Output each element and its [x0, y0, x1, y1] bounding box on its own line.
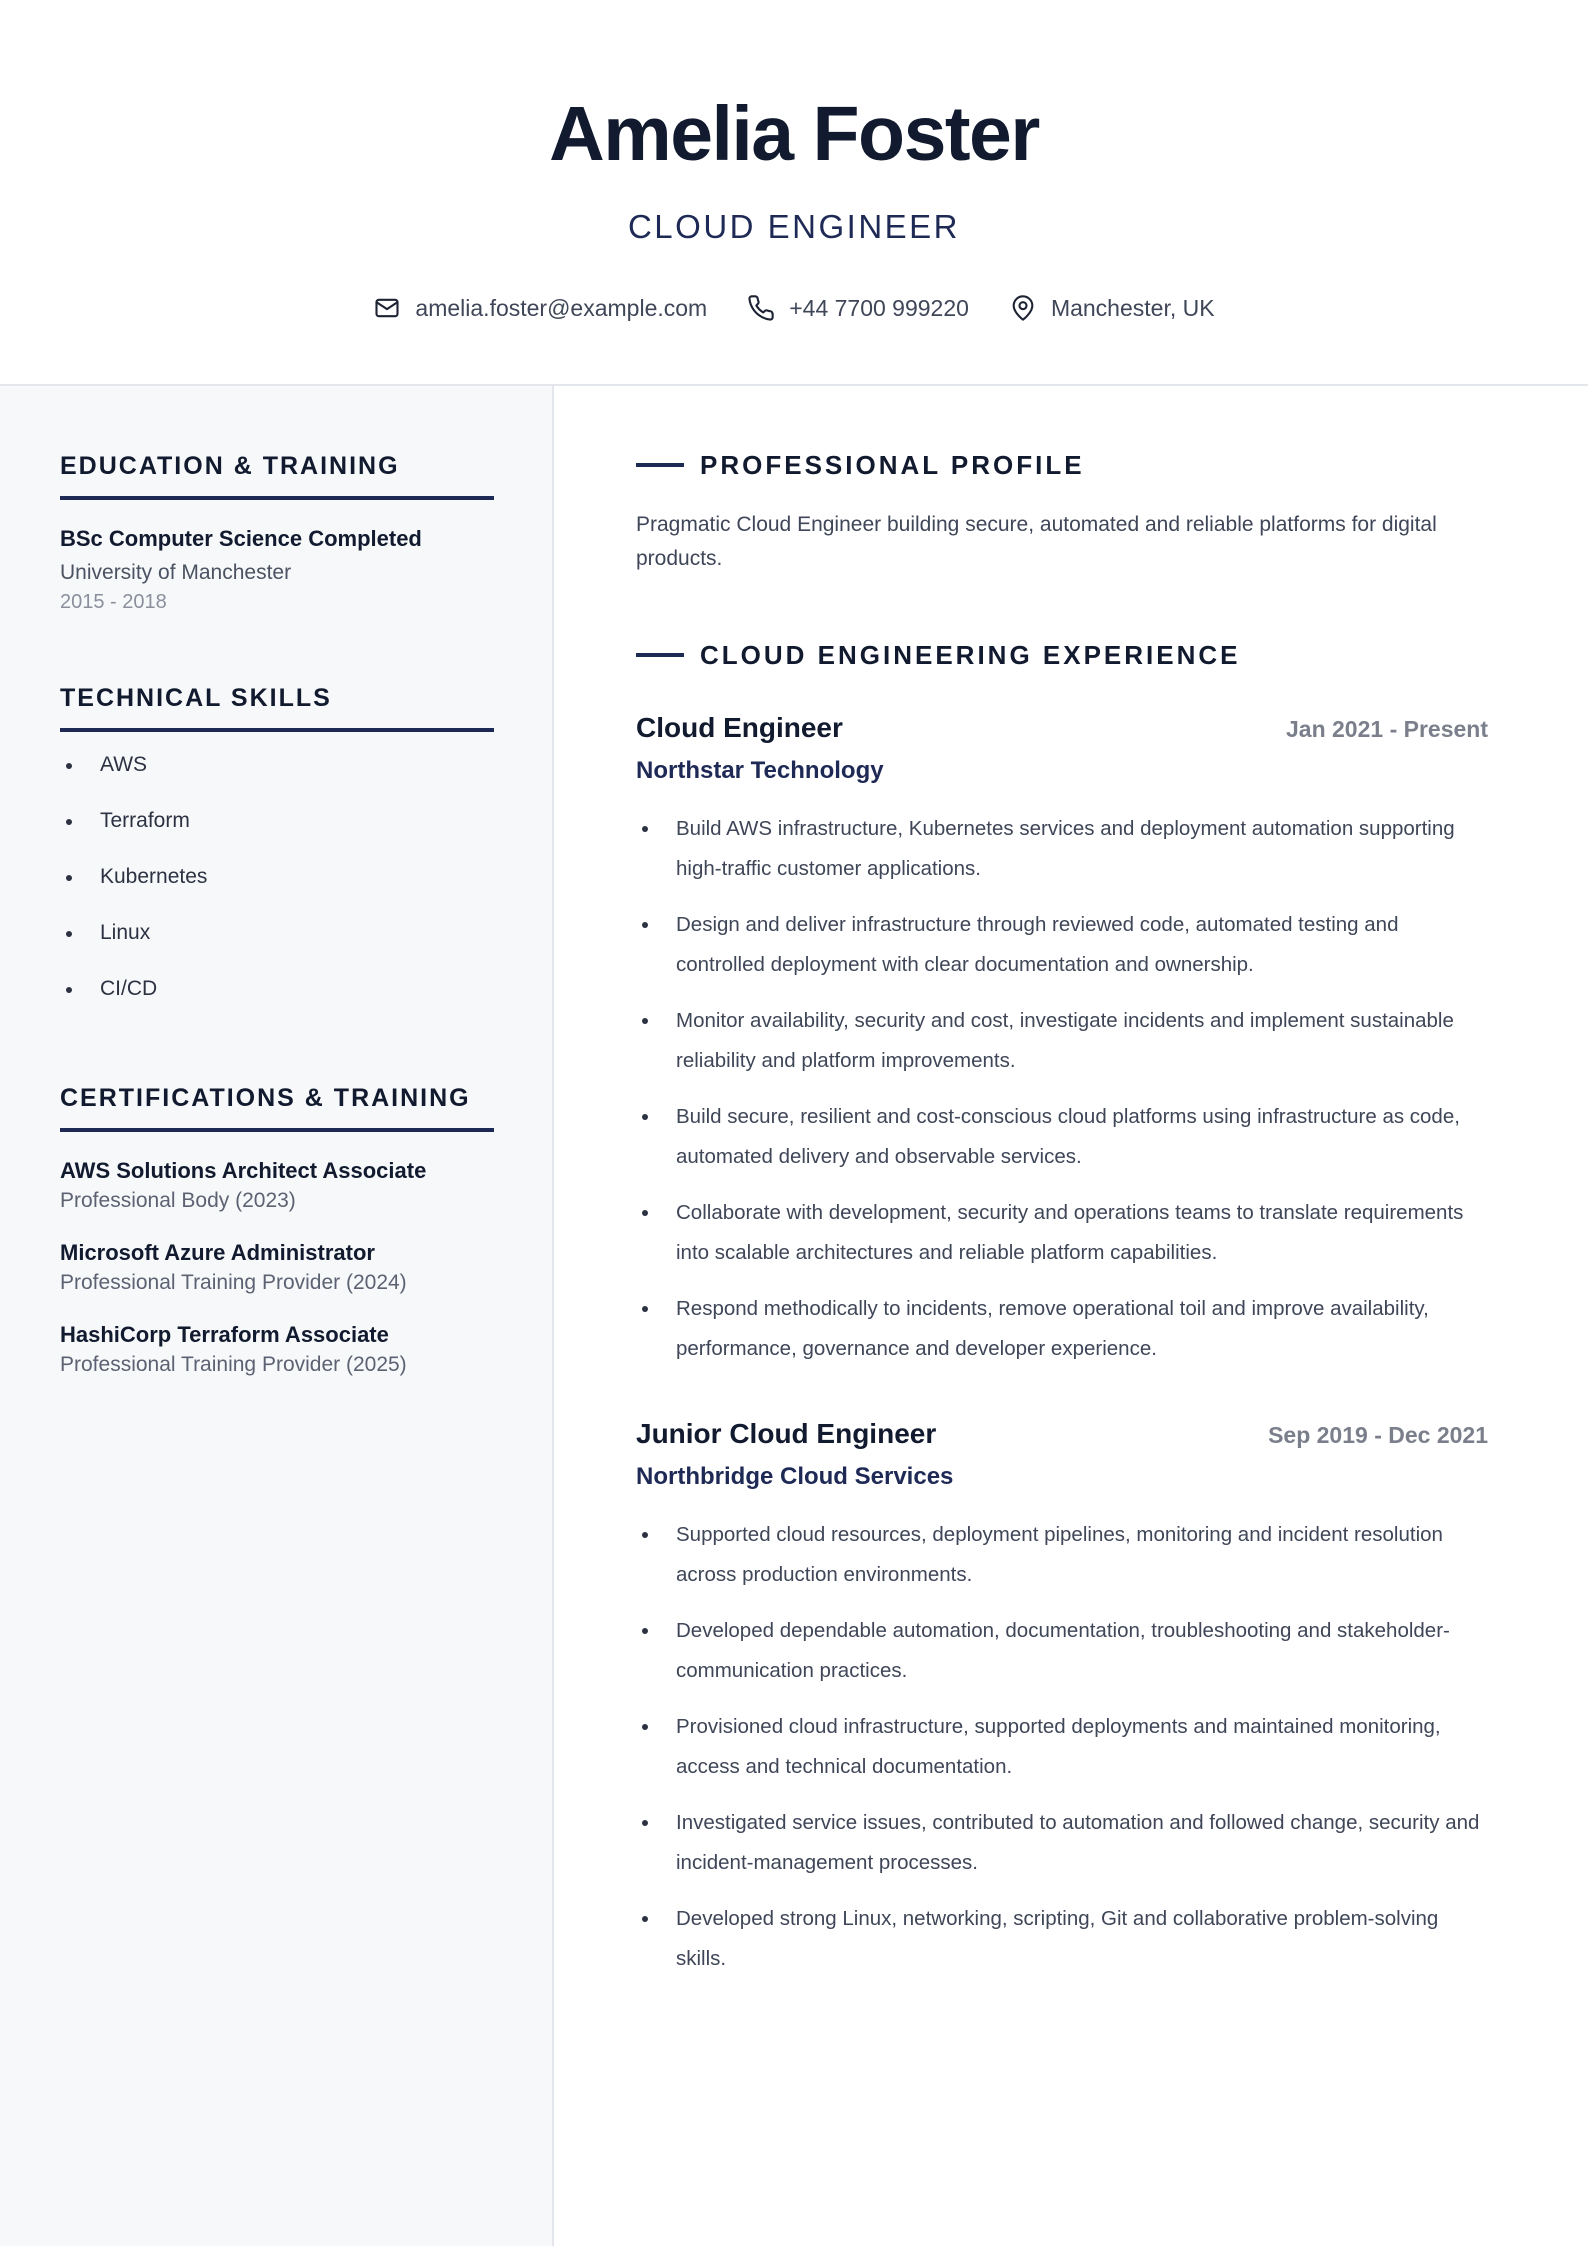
bullet-icon: [642, 1210, 648, 1216]
bullet-text: Build secure, resilient and cost-conscious cloud platforms using infrastructure as code, automated delivery and observable services.: [676, 1105, 1460, 1168]
skill-item: [60, 750, 494, 780]
skill-label: Kubernetes: [100, 865, 208, 888]
certification-issuer: Professional Training Provider (2024): [60, 1271, 407, 1294]
skill-item: [60, 918, 494, 948]
skills-section: [60, 682, 494, 1030]
bullet-icon: [66, 763, 72, 769]
bullet-text: Developed dependable automation, documentation, troubleshooting and stakeholder-communication practices.: [676, 1619, 1450, 1682]
bullet-icon: [642, 1724, 648, 1730]
bullet-icon: [66, 875, 72, 881]
certification-issuer: Professional Training Provider (2025): [60, 1353, 407, 1376]
education-years: 2015 - 2018: [60, 591, 167, 613]
job-dates: Jan 2021 - Present: [1285, 716, 1488, 742]
mail-icon: [373, 294, 401, 322]
job-entry: [636, 710, 1488, 1385]
profile-section: [636, 448, 1488, 576]
profile-summary: Pragmatic Cloud Engineer building secure, automated and reliable platforms for digital products.: [636, 513, 1437, 570]
candidate-title: CLOUD ENGINEER: [627, 208, 961, 245]
bullet-icon: [642, 1306, 648, 1312]
certification-item: [60, 1320, 494, 1380]
map-pin-icon: [1009, 294, 1037, 322]
certification-name: Microsoft Azure Administrator: [60, 1240, 375, 1265]
skill-item: [60, 974, 494, 1004]
job-bullet: [636, 1097, 1488, 1177]
phone-icon: [747, 294, 775, 322]
job-bullet: [636, 1193, 1488, 1273]
job-bullets: [636, 1515, 1488, 1979]
bullet-text: Monitor availability, security and cost, investigate incidents and implement sustainable reliability and platform improvements.: [676, 1009, 1454, 1072]
heading-rule: [636, 653, 684, 657]
bullet-icon: [66, 819, 72, 825]
job-bullet: [636, 1515, 1488, 1595]
education-degree: BSc Computer Science Completed: [60, 526, 422, 551]
certification-item: [60, 1156, 494, 1216]
bullet-icon: [642, 1018, 648, 1024]
certifications-heading: CERTIFICATIONS & TRAINING: [60, 1082, 494, 1132]
certification-item: [60, 1238, 494, 1298]
contact-phone[interactable]: [747, 294, 969, 322]
job-bullet: [636, 1289, 1488, 1369]
skills-heading: TECHNICAL SKILLS: [60, 682, 494, 732]
bullet-icon: [66, 931, 72, 937]
bullet-text: Investigated service issues, contributed to automation and followed change, security and incident-management processes.: [676, 1811, 1480, 1874]
profile-heading: [636, 448, 1488, 482]
skills-list: [60, 750, 494, 1004]
education-heading: EDUCATION & TRAINING: [60, 450, 494, 500]
bullet-text: Build AWS infrastructure, Kubernetes services and deployment automation supporting high-traffic customer applications.: [676, 817, 1455, 880]
job-bullet: [636, 1707, 1488, 1787]
bullet-icon: [66, 987, 72, 993]
job-company: Northbridge Cloud Services: [636, 1463, 954, 1490]
bullet-icon: [642, 922, 648, 928]
experience-heading: [636, 638, 1488, 672]
job-bullets: [636, 809, 1488, 1369]
job-role: Cloud Engineer: [636, 712, 843, 743]
skill-label: CI/CD: [100, 977, 158, 1000]
sidebar: [0, 386, 554, 2246]
education-section: [60, 450, 494, 616]
contact-row: [0, 290, 1588, 326]
skill-label: Terraform: [100, 809, 190, 832]
phone-text: +44 7700 999220: [789, 294, 969, 321]
bullet-text: Provisioned cloud infrastructure, supported deployments and maintained monitoring, access and technical documentation.: [676, 1715, 1441, 1778]
bullet-icon: [642, 1628, 648, 1634]
job-bullet: [636, 1803, 1488, 1883]
job-role: Junior Cloud Engineer: [636, 1418, 937, 1449]
candidate-name: Amelia Foster: [549, 91, 1039, 177]
bullet-text: Developed strong Linux, networking, scripting, Git and collaborative problem-solving skills.: [676, 1907, 1439, 1970]
job-bullet: [636, 905, 1488, 985]
job-dates: Sep 2019 - Dec 2021: [1268, 1422, 1488, 1448]
job-bullet: [636, 1611, 1488, 1691]
job-bullet: [636, 1001, 1488, 1081]
skill-item: [60, 862, 494, 892]
certifications-section: [60, 1082, 494, 1380]
bullet-text: Respond methodically to incidents, remove operational toil and improve availability, performance, governance and developer experience.: [676, 1297, 1429, 1360]
experience-heading-text: CLOUD ENGINEERING EXPERIENCE: [700, 640, 1241, 670]
certification-name: HashiCorp Terraform Associate: [60, 1322, 389, 1347]
job-bullet: [636, 1899, 1488, 1979]
contact-location: [1009, 294, 1215, 322]
skill-item: [60, 806, 494, 836]
resume-header: [0, 0, 1588, 386]
bullet-icon: [642, 1916, 648, 1922]
contact-email[interactable]: [373, 294, 707, 322]
bullet-icon: [642, 1820, 648, 1826]
bullet-icon: [642, 826, 648, 832]
job-header: [636, 710, 1488, 747]
location-text: Manchester, UK: [1050, 294, 1215, 321]
bullet-text: Collaborate with development, security and operations teams to translate requirements into scalable architectures and reliable platform capabilities.: [676, 1201, 1464, 1264]
profile-heading-text: PROFESSIONAL PROFILE: [700, 450, 1085, 480]
job-header: [636, 1416, 1488, 1453]
bullet-text: Design and deliver infrastructure through reviewed code, automated testing and controlled deployment with clear documentation and ownership.: [676, 913, 1399, 976]
job-entry: [636, 1416, 1488, 1995]
education-school: University of Manchester: [60, 561, 292, 584]
certification-issuer: Professional Body (2023): [60, 1189, 296, 1212]
certification-name: AWS Solutions Architect Associate: [60, 1158, 427, 1183]
skill-label: Linux: [100, 921, 151, 944]
job-bullet: [636, 809, 1488, 889]
experience-heading-block: [636, 638, 1488, 672]
heading-rule: [636, 463, 684, 467]
job-company: Northstar Technology: [636, 757, 884, 784]
bullet-icon: [642, 1114, 648, 1120]
bullet-icon: [642, 1532, 648, 1538]
skill-label: AWS: [100, 753, 148, 776]
email-text: amelia.foster@example.com: [415, 294, 708, 321]
bullet-text: Supported cloud resources, deployment pipelines, monitoring and incident resolution across production environments.: [676, 1523, 1443, 1586]
